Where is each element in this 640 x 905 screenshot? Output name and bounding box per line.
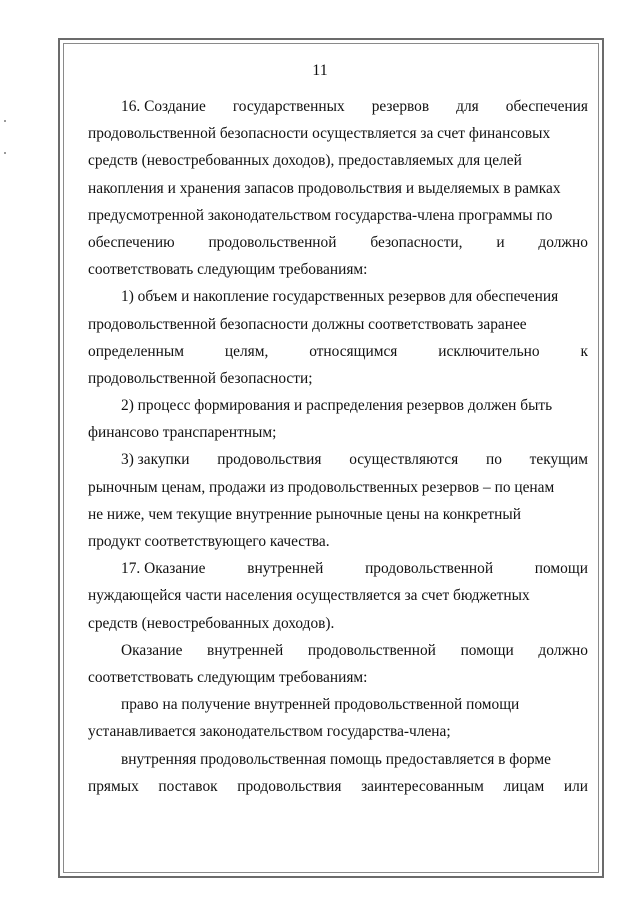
- text-line-p20-l2: [88, 773, 588, 800]
- word: помощи: [534, 560, 588, 578]
- word: продовольственной: [365, 560, 494, 578]
- text-line-p19-l1: право на получение внутренней продовольственной помощи: [121, 696, 520, 714]
- text-line-p18-l1: [88, 637, 588, 664]
- text-line-p16-l1: [88, 93, 588, 120]
- word: определенным: [88, 342, 184, 360]
- text-line-p16-l4: накопления и хранения запасов продовольствия и выделяемых в рамках: [88, 179, 561, 197]
- text-line-i1-l4: продовольственной безопасности;: [88, 369, 313, 387]
- text-line-p17-l1: [88, 555, 588, 582]
- word: обеспечения: [505, 98, 588, 115]
- text-line-i1-l1: 1) объем и накопление государственных резервов для обеспечения: [121, 288, 559, 306]
- word: должно: [538, 233, 588, 251]
- text-line-p16-l2: продовольственной безопасности осуществляется за счет финансовых: [88, 125, 551, 143]
- word: продовольственной: [307, 641, 436, 659]
- word: по: [485, 451, 502, 469]
- word: резервов: [371, 98, 430, 115]
- word: целям,: [224, 342, 269, 360]
- text-line-i2-l2: финансово транспарентным;: [88, 424, 277, 442]
- word: внутренней: [247, 560, 324, 578]
- word: заинтересованным: [361, 777, 484, 795]
- word: осуществляются: [349, 451, 459, 469]
- text-line-i3-l2: рыночным ценам, продажи из продовольственных резервов – по ценам: [88, 478, 555, 496]
- word: должно: [538, 641, 588, 659]
- text-line-p16-l7: соответствовать следующим требованиям:: [88, 261, 368, 279]
- word: исключительно: [438, 342, 540, 360]
- scan-edge-mark: [4, 120, 6, 122]
- word: поставок: [158, 777, 218, 795]
- text-line-p16-l6: [88, 229, 588, 256]
- word: Оказание: [121, 641, 183, 659]
- word: 16. Создание: [121, 98, 206, 115]
- text-line-p20-l1: внутренняя продовольственная помощь предоставляется в форме: [121, 750, 551, 768]
- word: внутренней: [207, 641, 284, 659]
- word: обеспечению: [88, 233, 175, 251]
- word: продовольствия: [237, 777, 342, 795]
- word: к: [580, 342, 588, 360]
- word: и: [496, 233, 505, 251]
- text-line-p18-l2: соответствовать следующим требованиям:: [88, 668, 368, 686]
- page-number: 11: [312, 62, 328, 79]
- word: безопасности,: [370, 233, 463, 251]
- text-line-p17-l3: средств (невостребованных доходов).: [88, 614, 335, 632]
- text-line-i3-l3: не ниже, чем текущие внутренние рыночные цены на конкретный: [88, 505, 521, 523]
- scan-edge-mark: [4, 152, 6, 154]
- word: продовольствия: [217, 451, 322, 469]
- word: текущим: [529, 451, 588, 469]
- text-line-i2-l1: 2) процесс формирования и распределения резервов должен быть: [121, 397, 553, 415]
- word: 3) закупки: [121, 451, 190, 469]
- word: продовольственной: [208, 233, 337, 251]
- text-line-p17-l2: нуждающейся части населения осуществляется за счет бюджетных: [88, 587, 530, 605]
- text-line-p16-l5: предусмотренной законодательством государства-члена программы по: [88, 206, 553, 224]
- text-line-p16-l3: средств (невостребованных доходов), предоставляемых для целей: [88, 152, 522, 170]
- word: для: [456, 98, 479, 115]
- document-body: [88, 93, 588, 800]
- word: относящимся: [309, 342, 398, 360]
- text-line-i1-l2: продовольственной безопасности должны соответствовать заранее: [88, 315, 527, 333]
- word: или: [563, 777, 588, 795]
- text-line-p19-l2: устанавливается законодательством государства-члена;: [88, 723, 451, 741]
- word: лицам: [503, 777, 545, 795]
- word: помощи: [460, 641, 514, 659]
- text-line-i1-l3: [88, 338, 588, 365]
- word: 17. Оказание: [121, 560, 206, 578]
- word: государственных: [232, 98, 345, 115]
- word: прямых: [88, 777, 139, 795]
- text-line-i3-l4: продукт соответствующего качества.: [88, 533, 330, 550]
- text-line-i3-l1: [88, 446, 588, 473]
